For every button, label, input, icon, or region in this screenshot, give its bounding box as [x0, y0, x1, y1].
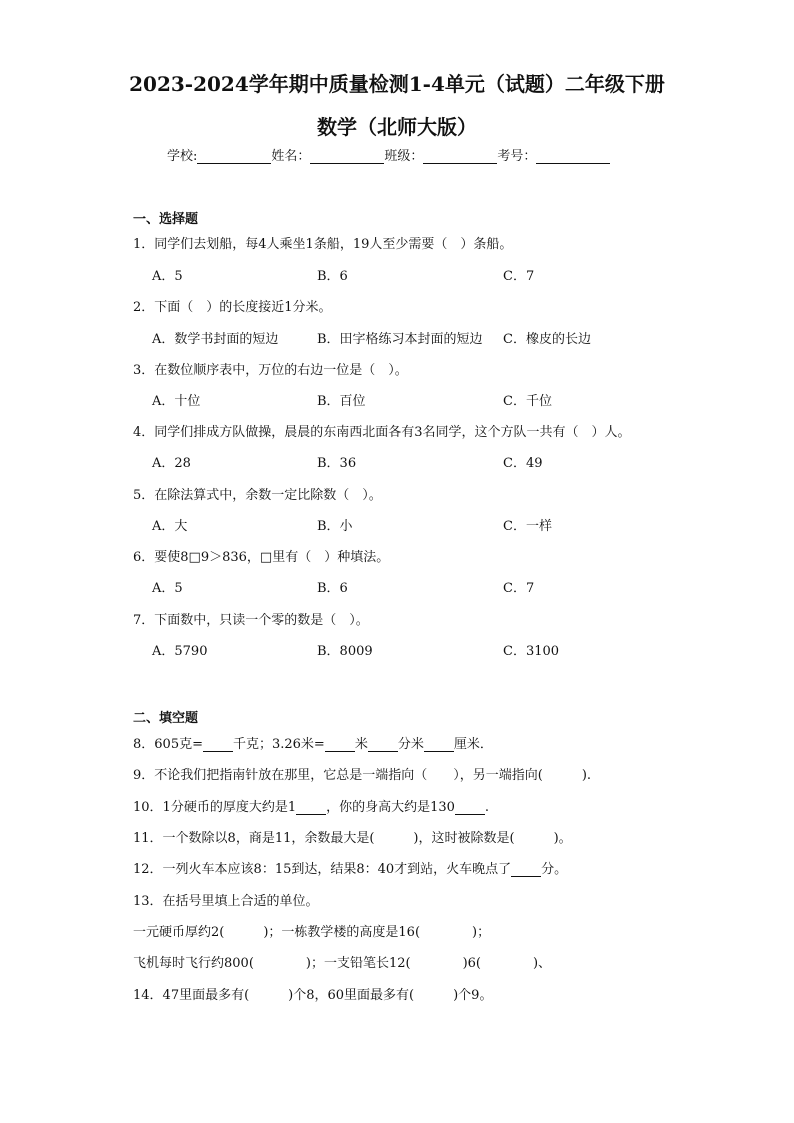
q7-option-c: C．3100	[503, 644, 560, 659]
class-blank[interactable]	[423, 149, 497, 164]
q5-option-c: C．一样	[503, 519, 552, 534]
q10-blank-1[interactable]	[296, 801, 326, 815]
q1-option-a: A．5	[152, 269, 183, 284]
q10-part-2: ，你的身高大约是130	[326, 800, 455, 815]
q12-part-2: 分。	[541, 862, 568, 877]
q5-option-a: A．大	[152, 519, 188, 534]
q6-option-c: C．7	[503, 581, 535, 596]
q5-option-b: B．小	[317, 519, 353, 534]
q6-option-b: B．6	[317, 581, 348, 596]
q8-part-3: 米	[354, 737, 368, 752]
q7-option-b: B．8009	[317, 644, 373, 659]
number-blank[interactable]	[536, 149, 610, 164]
question-13-line-1: 一元硬币厚约2( )；一栋教学楼的高度是16( )；	[133, 925, 491, 940]
q2-option-a: A．数学书封面的短边	[152, 332, 279, 347]
question-6: 6．要使8□9＞836，□里有（ ）种填法。	[133, 550, 390, 565]
question-14: 14．47里面最多有( )个8，60里面最多有( )个9。	[133, 988, 493, 1003]
question-9: 9．不论我们把指南针放在那里，它总是一端指向（ ），另一端指向( ).	[133, 768, 592, 783]
q4-option-a: A．28	[152, 456, 191, 471]
q3-option-c: C．千位	[503, 394, 552, 409]
number-label: 考号：	[497, 149, 537, 164]
q1-option-c: C．7	[503, 269, 535, 284]
question-10	[133, 796, 489, 815]
q8-part-5: 厘米．	[453, 737, 493, 752]
question-3: 3．在数位顺序表中，万位的右边一位是（ ）。	[133, 363, 408, 378]
q10-part-1: 10．1分硬币的厚度大约是1	[133, 800, 297, 815]
q12-blank-1[interactable]	[511, 863, 541, 877]
question-8	[133, 733, 493, 752]
q7-option-a: A．5790	[152, 644, 208, 659]
title-line-1: 2023-2024学年期中质量检测1-4单元（试题）二年级下册	[129, 72, 665, 96]
q2-option-b: B．田字格练习本封面的短边	[317, 332, 483, 347]
question-11: 11．一个数除以8，商是11，余数最大是( )，这时被除数是( )。	[133, 831, 572, 846]
school-label: 学校:	[167, 149, 198, 164]
question-12	[133, 858, 567, 877]
q8-blank-2[interactable]	[325, 738, 355, 752]
q8-blank-3[interactable]	[368, 738, 398, 752]
question-13: 13．在括号里填上合适的单位。	[133, 894, 319, 909]
question-2: 2．下面（ ）的长度接近1分米。	[133, 300, 332, 315]
q8-part-4: 分米	[397, 737, 424, 752]
section-heading-fill: 二、填空题	[133, 711, 199, 726]
class-label: 班级：	[384, 149, 424, 164]
q4-option-c: C．49	[503, 456, 543, 471]
question-7: 7．下面数中，只读一个零的数是（ ）。	[133, 613, 369, 628]
q4-option-b: B．36	[317, 456, 357, 471]
question-13-line-2: 飞机每时飞行约800( )；一支铅笔长12( )6( )、	[133, 956, 552, 971]
q8-blank-1[interactable]	[203, 738, 233, 752]
title-line-2: 数学（北师大版）	[317, 115, 477, 139]
school-blank[interactable]	[197, 149, 271, 164]
q10-part-3: .	[484, 800, 490, 815]
q8-blank-4[interactable]	[424, 738, 454, 752]
section-heading-choice: 一、选择题	[133, 212, 199, 227]
q12-part-1: 12．一列火车本应该8：15到达，结果8：40才到站，火车晚点了	[133, 862, 512, 877]
q2-option-c: C．橡皮的长边	[503, 332, 591, 347]
name-label: 姓名：	[271, 149, 311, 164]
q8-part-1: 8．605克=	[133, 737, 203, 752]
name-blank[interactable]	[310, 149, 384, 164]
q1-option-b: B．6	[317, 269, 348, 284]
student-info-row	[167, 145, 610, 164]
question-4: 4．同学们排成方队做操，晨晨的东南西北面各有3名同学，这个方队一共有（ ）人。	[133, 425, 631, 440]
q10-blank-2[interactable]	[455, 801, 485, 815]
q3-option-b: B．百位	[317, 394, 366, 409]
q6-option-a: A．5	[152, 581, 183, 596]
question-5: 5．在除法算式中，余数一定比除数（ ）。	[133, 488, 382, 503]
q8-part-2: 千克；3.26米=	[232, 737, 325, 752]
question-1: 1．同学们去划船，每4人乘坐1条船，19人至少需要（ ）条船。	[133, 237, 513, 252]
q3-option-a: A．十位	[152, 394, 201, 409]
